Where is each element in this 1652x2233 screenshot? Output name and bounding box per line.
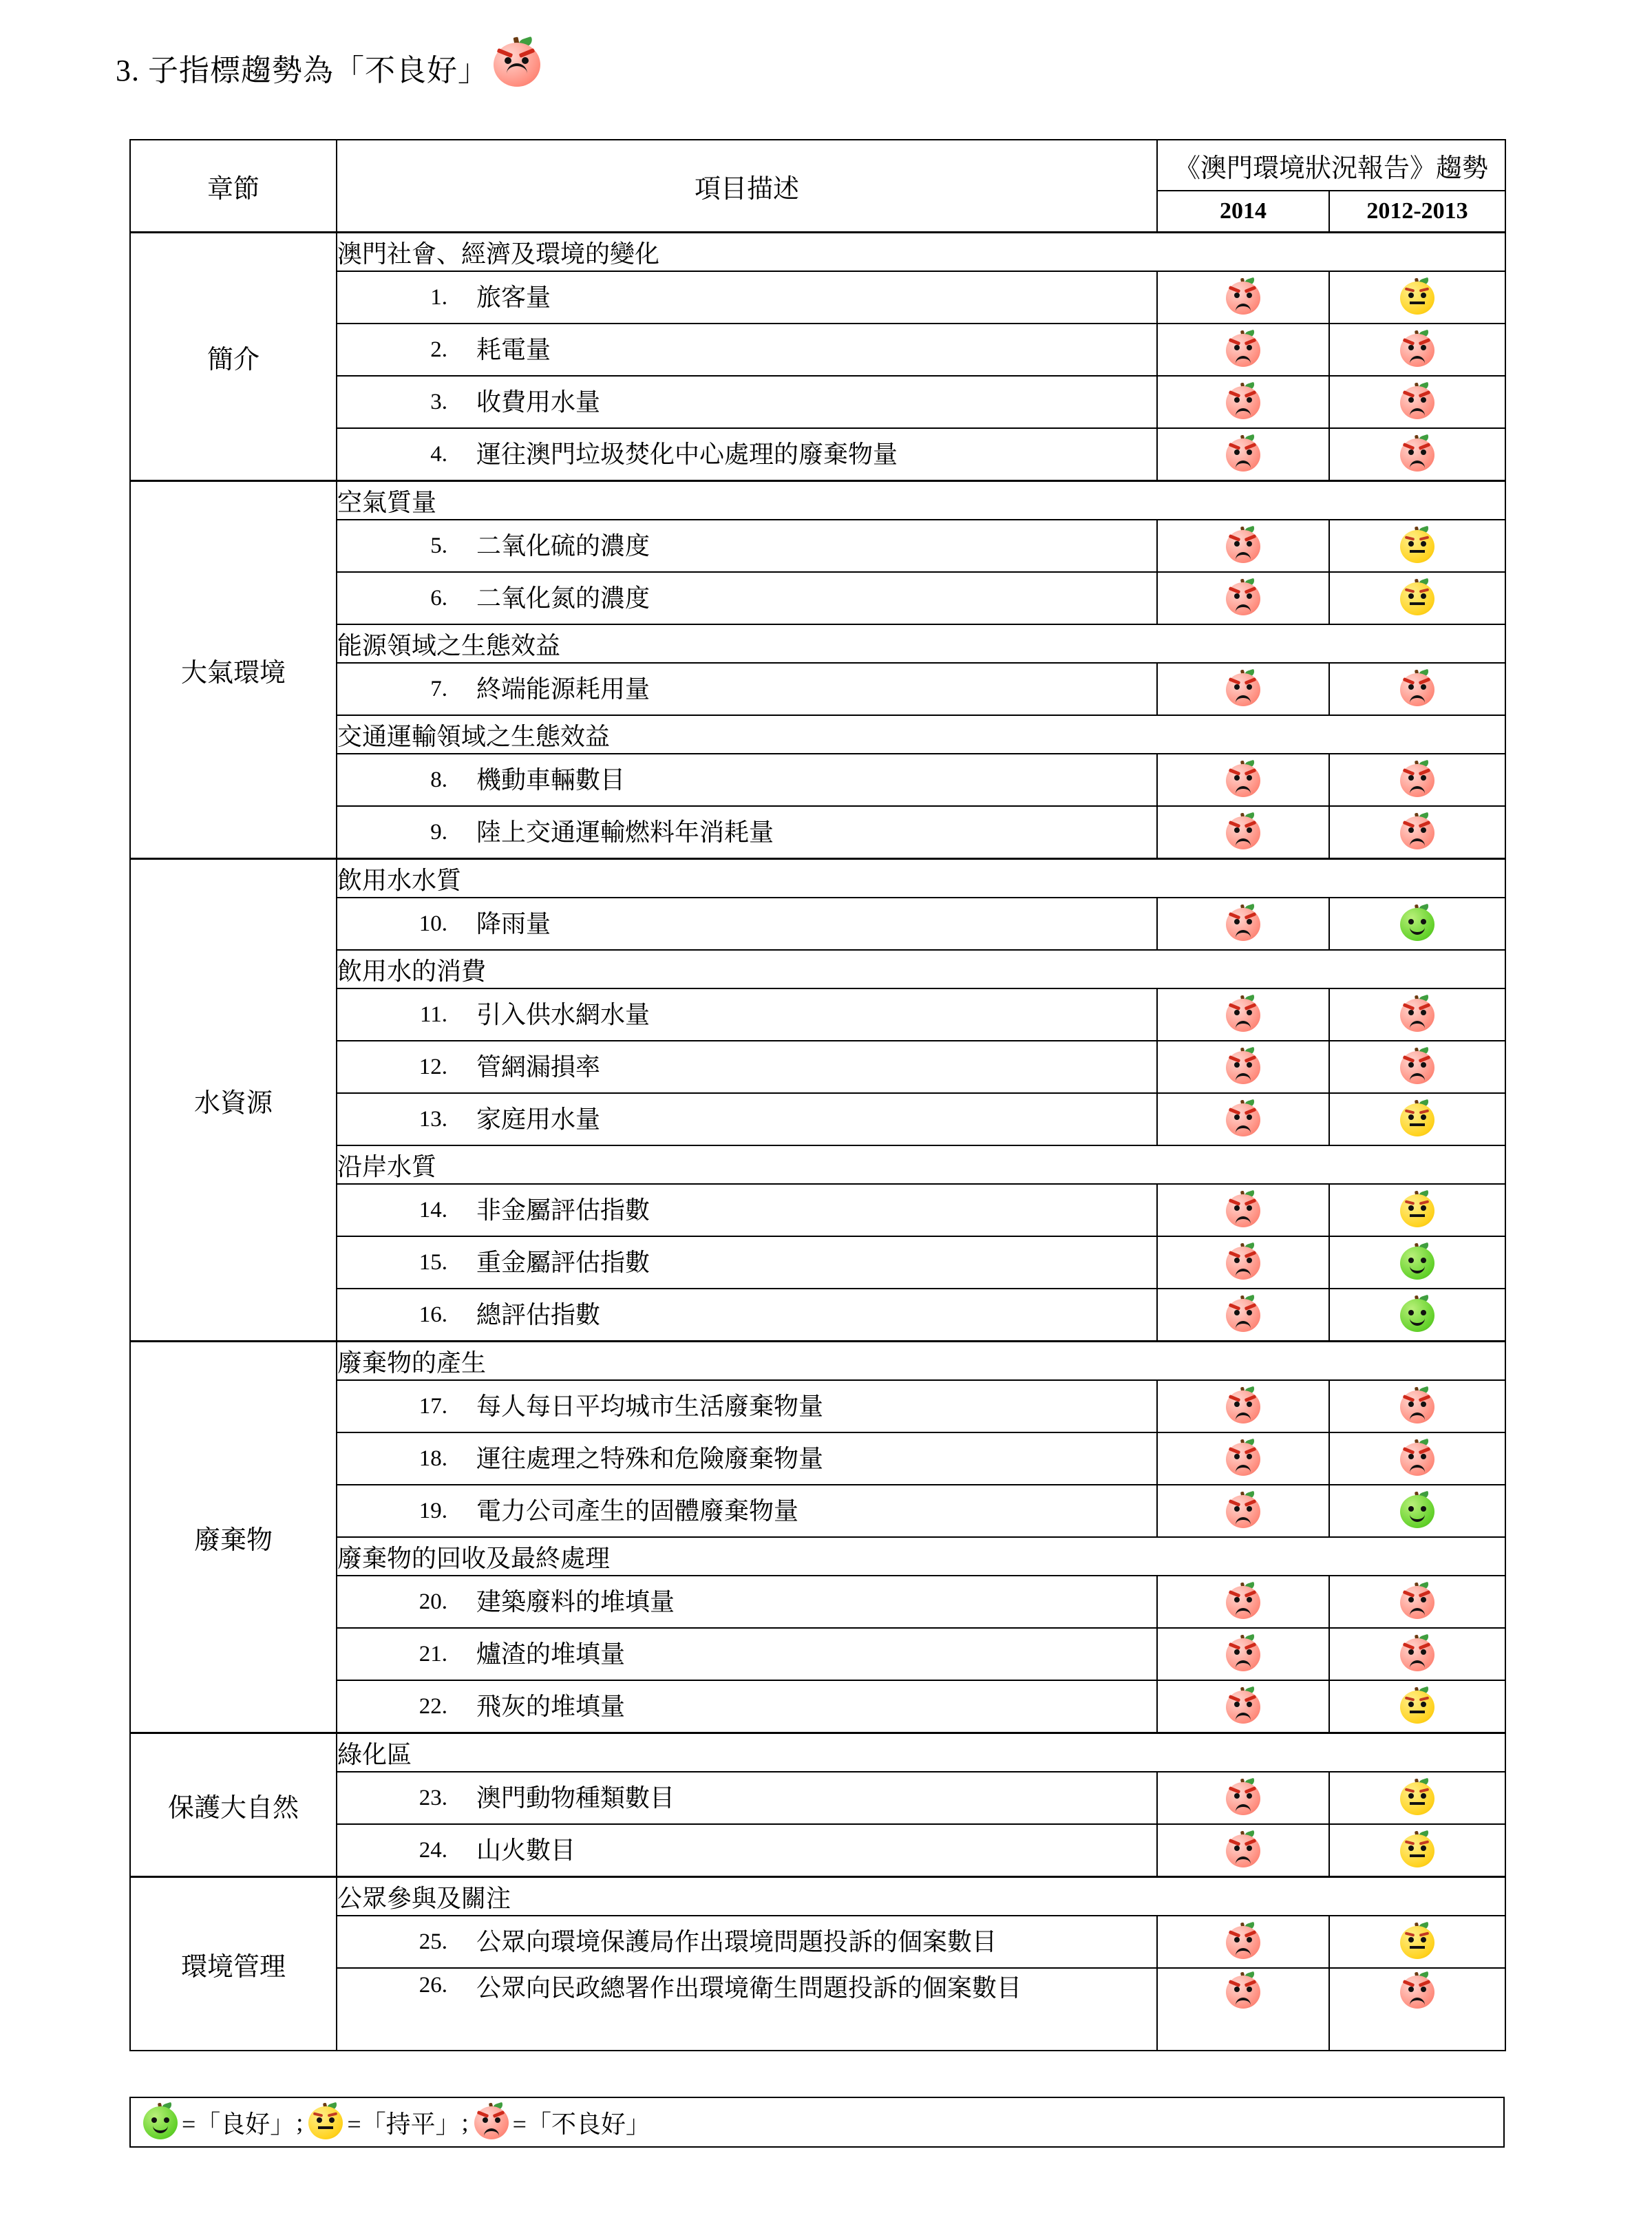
trend-2012-2013-cell — [1329, 806, 1505, 859]
table-row — [130, 1236, 1505, 1289]
trend-2014-cell — [1157, 1380, 1329, 1432]
item-number: 10. — [419, 911, 447, 936]
trend-2014-cell — [1157, 1289, 1329, 1342]
item-number: 8. — [430, 767, 447, 792]
item-label: 重金屬評估指數 — [476, 1248, 650, 1276]
table-row — [130, 1824, 1505, 1877]
legend-separator: ; — [296, 2108, 304, 2136]
group-header-cell: 飲用水水質 — [337, 859, 1505, 898]
bad-face-icon — [1225, 1440, 1262, 1477]
bad-face-icon — [1225, 527, 1262, 564]
trend-2014-cell — [1157, 1628, 1329, 1680]
item-cell — [337, 1236, 1157, 1289]
item-label: 收費用水量 — [476, 388, 601, 416]
item-cell — [337, 663, 1157, 715]
trend-2012-2013-cell — [1329, 1576, 1505, 1628]
bad-face-icon — [1225, 670, 1262, 708]
group-header-cell: 交通運輸領域之生態效益 — [337, 715, 1505, 754]
item-label: 二氧化氮的濃度 — [476, 584, 650, 612]
item-label: 陸上交通運輸燃料年消耗量 — [476, 818, 774, 846]
trend-2012-2013-cell — [1329, 271, 1505, 324]
trend-2014-cell — [1157, 1432, 1329, 1485]
group-header-cell: 空氣質量 — [337, 481, 1505, 520]
table-body — [130, 233, 1505, 2051]
item-number: 12. — [419, 1054, 447, 1079]
table-row — [130, 898, 1505, 950]
neutral-face-icon — [1399, 527, 1436, 564]
item-number: 9. — [430, 819, 447, 845]
trend-2014-cell — [1157, 428, 1329, 481]
trend-2012-2013-cell — [1329, 1184, 1505, 1236]
item-label: 飛灰的堆填量 — [476, 1692, 626, 1720]
legend-label: =「良好」 — [182, 2110, 295, 2138]
item-cell — [337, 324, 1157, 376]
table-row — [130, 754, 1505, 806]
legend-separator: ; — [461, 2108, 469, 2136]
trend-2012-2013-cell — [1329, 428, 1505, 481]
trend-2014-cell — [1157, 754, 1329, 806]
trend-2012-2013-cell — [1329, 1380, 1505, 1432]
item-cell — [337, 1289, 1157, 1342]
bad-face-icon — [1225, 1832, 1262, 1869]
item-number: 13. — [419, 1106, 447, 1132]
bad-face-icon — [1225, 1101, 1262, 1138]
bad-face-icon — [1225, 1583, 1262, 1620]
item-number: 15. — [419, 1249, 447, 1275]
trend-2012-2013-cell — [1329, 754, 1505, 806]
item-label: 降雨量 — [476, 909, 551, 938]
trend-2014-cell — [1157, 1184, 1329, 1236]
item-cell — [337, 1628, 1157, 1680]
item-label: 電力公司產生的固體廢棄物量 — [476, 1496, 799, 1525]
item-cell — [337, 1824, 1157, 1877]
trend-2012-2013-cell — [1329, 1680, 1505, 1733]
table-row — [130, 1289, 1505, 1342]
group-header-cell: 沿岸水質 — [337, 1145, 1505, 1184]
table-row — [130, 572, 1505, 624]
trend-2014-cell — [1157, 663, 1329, 715]
group-header-cell: 綠化區 — [337, 1733, 1505, 1772]
good-face-icon — [1399, 1492, 1436, 1530]
table-row — [130, 1576, 1505, 1628]
trend-2014-cell — [1157, 1576, 1329, 1628]
header-description: 項目描述 — [337, 140, 1157, 233]
group-header-cell: 廢棄物的回收及最終處理 — [337, 1537, 1505, 1576]
chapter-cell: 環境管理 — [130, 1877, 337, 2051]
table-row — [130, 1093, 1505, 1145]
bad-face-icon — [1399, 1973, 1436, 2010]
item-label: 家庭用水量 — [476, 1105, 601, 1133]
neutral-face-icon — [1399, 580, 1436, 617]
item-cell — [337, 572, 1157, 624]
bad-face-icon — [1225, 1923, 1262, 1960]
item-label: 耗電量 — [476, 335, 551, 363]
bad-face-icon — [1225, 1048, 1262, 1086]
chapter-cell: 大氣環境 — [130, 481, 337, 859]
trend-2014-cell — [1157, 1824, 1329, 1877]
good-face-icon — [1399, 1296, 1436, 1333]
table-row — [130, 1485, 1505, 1537]
header-chapter: 章節 — [130, 140, 337, 233]
legend-item — [307, 2104, 460, 2141]
neutral-face-icon — [307, 2104, 344, 2141]
bad-face-icon — [1399, 814, 1436, 851]
trend-2014-cell — [1157, 898, 1329, 950]
bad-face-icon — [1399, 761, 1436, 798]
bad-face-icon — [1225, 1296, 1262, 1333]
trend-2014-cell — [1157, 1680, 1329, 1733]
bad-face-icon — [1399, 1048, 1436, 1086]
item-number: 5. — [430, 533, 447, 558]
bad-face-icon — [1225, 1636, 1262, 1673]
trend-2012-2013-cell — [1329, 1289, 1505, 1342]
bad-face-icon — [1225, 905, 1262, 942]
item-number: 1. — [430, 284, 447, 310]
item-cell — [337, 1380, 1157, 1432]
trend-2014-cell — [1157, 1916, 1329, 1968]
item-number: 23. — [419, 1785, 447, 1810]
trend-2014-cell — [1157, 324, 1329, 376]
bad-face-icon — [1225, 1244, 1262, 1281]
bad-face-icon — [1399, 996, 1436, 1033]
neutral-face-icon — [1399, 1923, 1436, 1960]
table-head — [130, 140, 1505, 233]
item-cell — [337, 806, 1157, 859]
bad-face-icon — [1225, 436, 1262, 473]
trend-2012-2013-cell — [1329, 1236, 1505, 1289]
table-row — [130, 1432, 1505, 1485]
item-label: 運往澳門垃圾焚化中心處理的廢棄物量 — [476, 440, 898, 468]
page-heading — [116, 45, 542, 96]
item-number: 4. — [430, 441, 447, 467]
indicator-table — [129, 139, 1506, 2051]
bad-face-icon — [1399, 670, 1436, 708]
trend-2012-2013-cell — [1329, 988, 1505, 1041]
item-number: 26. — [419, 1973, 447, 1998]
bad-face-icon — [1399, 1388, 1436, 1425]
item-number: 14. — [419, 1197, 447, 1223]
good-face-icon — [1399, 1244, 1436, 1281]
bad-face-icon — [1399, 1636, 1436, 1673]
item-cell — [337, 754, 1157, 806]
good-face-icon — [1399, 905, 1436, 942]
item-cell — [337, 1485, 1157, 1537]
bad-face-icon — [1399, 331, 1436, 368]
trend-2012-2013-cell — [1329, 1432, 1505, 1485]
trend-2012-2013-cell — [1329, 1485, 1505, 1537]
trend-2014-cell — [1157, 1041, 1329, 1093]
table-row — [130, 376, 1505, 428]
trend-2014-cell — [1157, 572, 1329, 624]
item-label: 旅客量 — [476, 283, 551, 311]
trend-2012-2013-cell — [1329, 572, 1505, 624]
item-number: 21. — [419, 1641, 447, 1666]
trend-2012-2013-cell — [1329, 1916, 1505, 1968]
trend-2012-2013-cell — [1329, 520, 1505, 572]
neutral-face-icon — [1399, 1832, 1436, 1869]
chapter-cell: 水資源 — [130, 859, 337, 1342]
bad-face-icon — [1225, 383, 1262, 421]
item-cell — [337, 1576, 1157, 1628]
item-label: 二氧化硫的濃度 — [476, 531, 650, 560]
item-number: 25. — [419, 1929, 447, 1954]
item-cell — [337, 428, 1157, 481]
item-label: 澳門動物種類數目 — [476, 1784, 675, 1812]
table-row — [130, 1916, 1505, 1968]
item-cell — [337, 1093, 1157, 1145]
item-cell — [337, 988, 1157, 1041]
trend-2014-cell — [1157, 1236, 1329, 1289]
header-year-2014: 2014 — [1157, 191, 1329, 233]
item-label: 管網漏損率 — [476, 1052, 601, 1081]
trend-2012-2013-cell — [1329, 1772, 1505, 1824]
legend-item — [142, 2104, 295, 2141]
heading-face-icon — [491, 39, 542, 89]
page-heading-text: 3. 子指標趨勢為「不良好」 — [116, 53, 489, 87]
trend-2012-2013-cell — [1329, 663, 1505, 715]
table-row — [130, 1041, 1505, 1093]
item-number: 19. — [419, 1498, 447, 1523]
good-face-icon — [142, 2104, 179, 2141]
table-row — [130, 271, 1505, 324]
table-row — [130, 1184, 1505, 1236]
trend-2012-2013-cell — [1329, 376, 1505, 428]
item-cell — [337, 1968, 1157, 2051]
group-header-cell: 飲用水的消費 — [337, 950, 1505, 988]
trend-2012-2013-cell — [1329, 1968, 1505, 2051]
header-trend-group: 《澳門環境狀況報告》趨勢 — [1157, 140, 1505, 191]
group-header-cell: 澳門社會、經濟及環境的變化 — [337, 233, 1505, 272]
bad-face-icon — [1225, 814, 1262, 851]
table-row — [130, 1968, 1505, 2051]
bad-face-icon — [1399, 1583, 1436, 1620]
item-number: 2. — [430, 337, 447, 362]
bad-face-icon — [1399, 436, 1436, 473]
trend-2012-2013-cell — [1329, 1093, 1505, 1145]
item-number: 6. — [430, 585, 447, 611]
chapter-cell: 廢棄物 — [130, 1342, 337, 1733]
bad-face-icon — [1225, 1492, 1262, 1530]
item-label: 引入供水網水量 — [476, 1000, 650, 1028]
item-cell — [337, 1916, 1157, 1968]
header-year-2012-2013: 2012-2013 — [1329, 191, 1505, 233]
neutral-face-icon — [1399, 1779, 1436, 1817]
group-header-cell: 廢棄物的產生 — [337, 1342, 1505, 1381]
group-header-cell: 能源領域之生態效益 — [337, 624, 1505, 663]
table-row — [130, 1680, 1505, 1733]
bad-face-icon — [1225, 996, 1262, 1033]
item-number: 11. — [419, 1002, 447, 1027]
bad-face-icon — [473, 2104, 510, 2141]
item-number: 18. — [419, 1446, 447, 1471]
legend-label: =「不良好」 — [512, 2110, 650, 2138]
trend-2012-2013-cell — [1329, 1628, 1505, 1680]
trend-2014-cell — [1157, 1772, 1329, 1824]
trend-2012-2013-cell — [1329, 1824, 1505, 1877]
item-label: 公眾向民政總署作出環境衛生問題投訴的個案數目 — [476, 1974, 1022, 2002]
item-cell — [337, 1680, 1157, 1733]
table-row — [130, 1380, 1505, 1432]
bad-face-icon — [1225, 1388, 1262, 1425]
trend-2014-cell — [1157, 1485, 1329, 1537]
bad-face-icon — [1225, 1973, 1262, 2010]
table-row — [130, 663, 1505, 715]
item-label: 爐渣的堆填量 — [476, 1640, 626, 1668]
item-cell — [337, 1184, 1157, 1236]
neutral-face-icon — [1399, 1192, 1436, 1229]
trend-2014-cell — [1157, 376, 1329, 428]
bad-face-icon — [1225, 279, 1262, 316]
trend-2014-cell — [1157, 1093, 1329, 1145]
legend-label: =「持平」 — [347, 2110, 460, 2138]
bad-face-icon — [1225, 1779, 1262, 1817]
group-header-cell: 公眾參與及關注 — [337, 1877, 1505, 1916]
trend-2014-cell — [1157, 1968, 1329, 2051]
trend-2014-cell — [1157, 806, 1329, 859]
item-number: 16. — [419, 1302, 447, 1327]
legend-item — [473, 2104, 650, 2141]
item-cell — [337, 271, 1157, 324]
table-row — [130, 428, 1505, 481]
item-cell — [337, 898, 1157, 950]
item-number: 17. — [419, 1393, 447, 1419]
item-label: 終端能源耗用量 — [476, 675, 650, 703]
item-label: 公眾向環境保護局作出環境問題投訴的個案數目 — [476, 1927, 997, 1956]
neutral-face-icon — [1399, 279, 1436, 316]
item-number: 7. — [430, 676, 447, 701]
item-label: 非金屬評估指數 — [476, 1196, 650, 1224]
chapter-cell: 保護大自然 — [130, 1733, 337, 1877]
table-row — [130, 520, 1505, 572]
item-number: 24. — [419, 1837, 447, 1863]
item-number: 3. — [430, 389, 447, 414]
bad-face-icon — [1225, 331, 1262, 368]
item-label: 山火數目 — [476, 1836, 576, 1864]
item-label: 運往處理之特殊和危險廢棄物量 — [476, 1444, 824, 1472]
trend-2012-2013-cell — [1329, 324, 1505, 376]
table-row — [130, 1628, 1505, 1680]
item-cell — [337, 1432, 1157, 1485]
item-cell — [337, 520, 1157, 572]
trend-2012-2013-cell — [1329, 1041, 1505, 1093]
item-number: 20. — [419, 1589, 447, 1614]
bad-face-icon — [1225, 761, 1262, 798]
bad-face-icon — [1225, 1688, 1262, 1725]
bad-face-icon — [491, 39, 542, 89]
item-cell — [337, 1041, 1157, 1093]
item-number: 22. — [419, 1693, 447, 1719]
trend-2014-cell — [1157, 520, 1329, 572]
item-label: 機動車輛數目 — [476, 765, 626, 794]
trend-2014-cell — [1157, 271, 1329, 324]
chapter-cell: 簡介 — [130, 233, 337, 481]
bad-face-icon — [1399, 1440, 1436, 1477]
neutral-face-icon — [1399, 1101, 1436, 1138]
bad-face-icon — [1225, 1192, 1262, 1229]
trend-2012-2013-cell — [1329, 898, 1505, 950]
table-row — [130, 988, 1505, 1041]
trend-2014-cell — [1157, 988, 1329, 1041]
table-row — [130, 324, 1505, 376]
item-cell — [337, 376, 1157, 428]
item-label: 建築廢料的堆填量 — [476, 1587, 675, 1616]
bad-face-icon — [1225, 580, 1262, 617]
bad-face-icon — [1399, 383, 1436, 421]
item-label: 每人每日平均城市生活廢棄物量 — [476, 1392, 824, 1420]
table-row — [130, 806, 1505, 859]
table-row — [130, 1772, 1505, 1824]
legend — [129, 2097, 1505, 2148]
item-label: 總評估指數 — [476, 1300, 601, 1329]
neutral-face-icon — [1399, 1688, 1436, 1725]
item-cell — [337, 1772, 1157, 1824]
